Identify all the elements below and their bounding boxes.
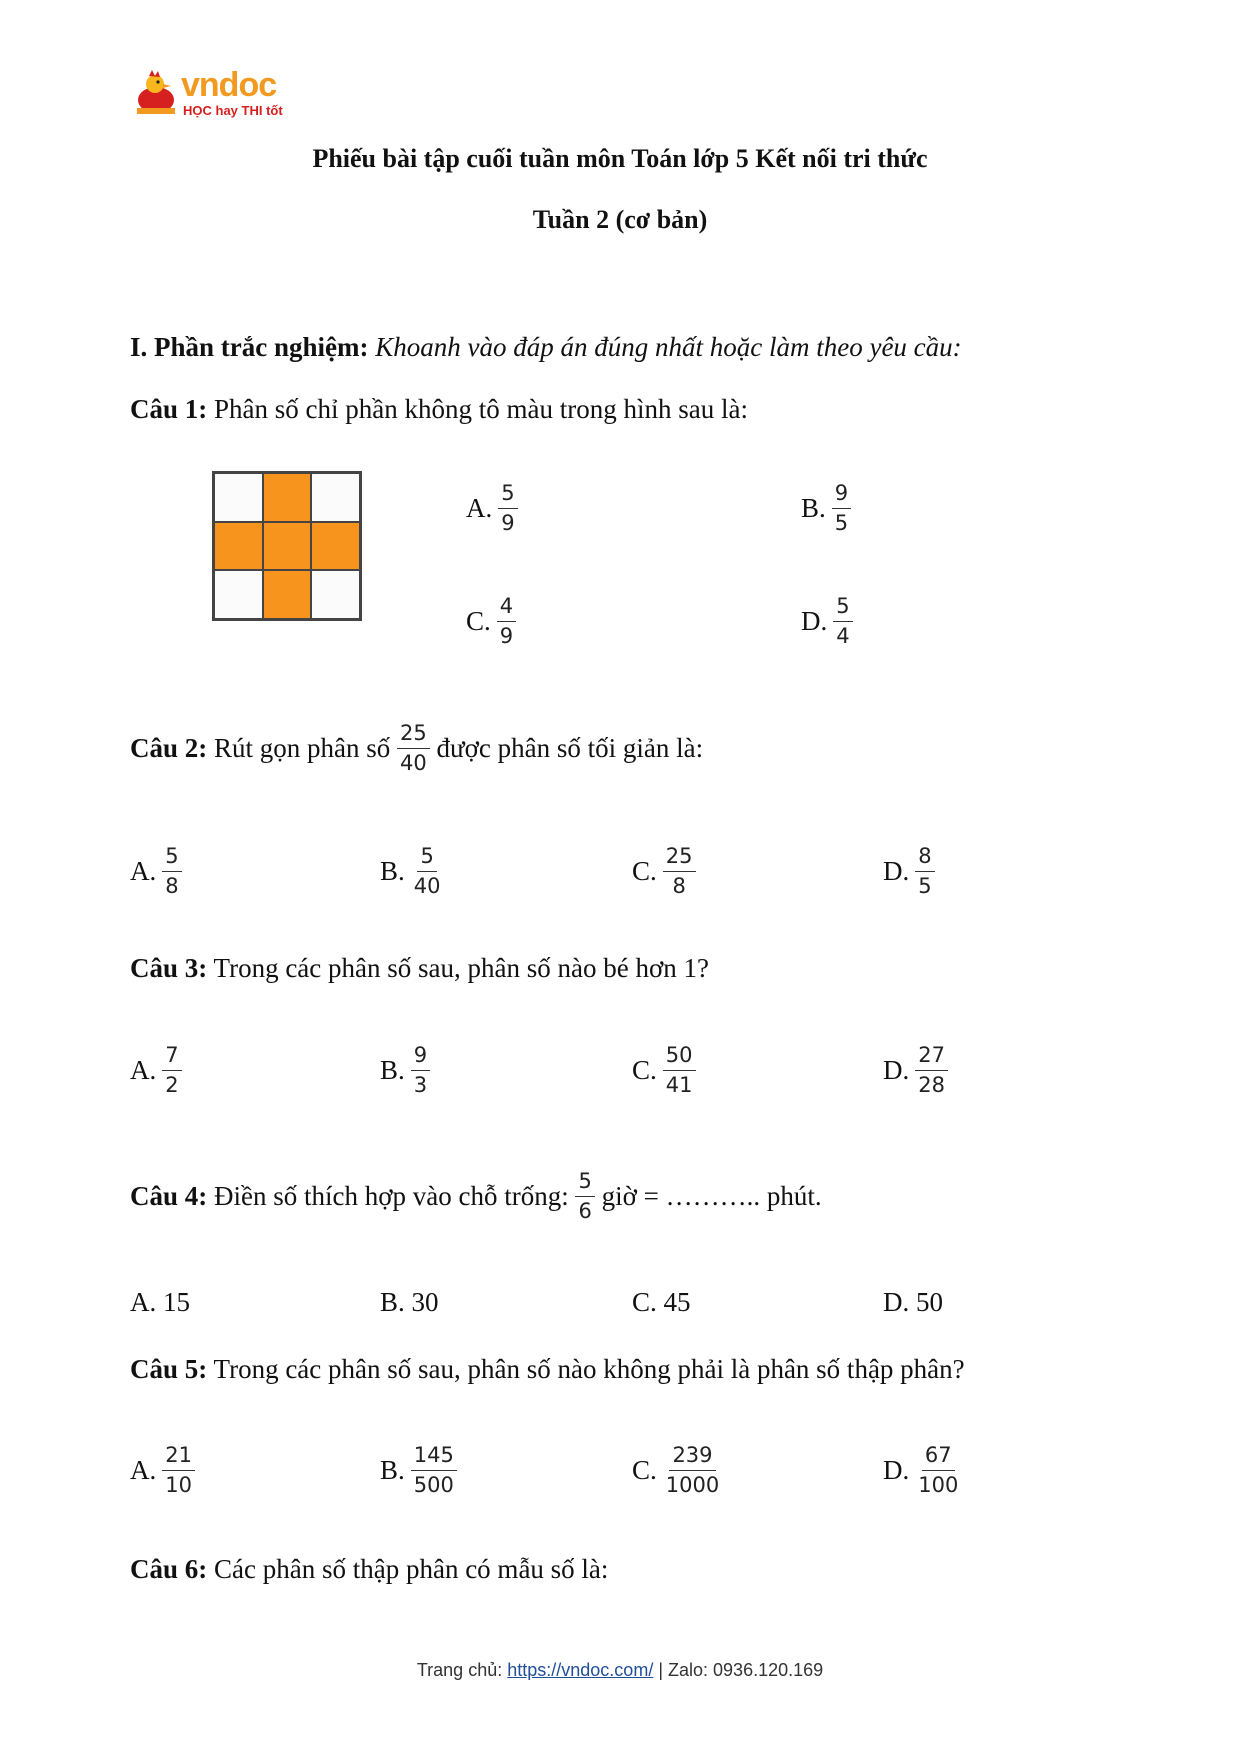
question-text-after: được phân số tối giản là: [436,733,704,763]
option-fraction: $\frac{4}{9}$ [497,596,516,647]
unshaded-cell [214,570,263,619]
shaded-cell [263,473,312,522]
option-letter: C. [632,1455,657,1485]
option-letter: D. [883,1055,910,1085]
footer-home-link[interactable]: https://vndoc.com/ [507,1660,654,1680]
unshaded-cell [311,473,360,522]
option-fraction: $\frac{27}{28}$ [915,1045,948,1096]
page-title: Phiếu bài tập cuối tuần môn Toán lớp 5 Kết nối tri thức [312,144,928,173]
q5-option-b[interactable] [380,1445,457,1496]
q5-option-a[interactable] [130,1445,195,1496]
q4-option-c[interactable]: C. 45 [632,1287,691,1317]
question-text: Các phân số thập phân có mẫu số là: [214,1554,609,1584]
option-fraction: $\frac{9}{3}$ [411,1045,430,1096]
section-label: I. Phần trắc nghiệm: [130,332,369,362]
option-fraction: $\frac{9}{5}$ [832,483,851,534]
question-label: Câu 3: [130,953,208,983]
q4-option-d[interactable]: D. 50 [883,1287,943,1317]
logo-brand: vndoc [181,66,277,104]
option-letter: B. [380,1055,405,1085]
option-letter: B. [380,856,405,886]
option-letter: D. [883,1455,910,1485]
question-label: Câu 5: [130,1354,208,1384]
option-fraction: $\frac{8}{5}$ [915,846,934,897]
question-4 [130,1171,822,1222]
shaded-cell [263,570,312,619]
unshaded-cell [311,570,360,619]
question-3 [130,953,709,984]
logo-tagline: HỌC hay THI tốt [183,103,283,118]
question-text-before: Rút gọn phân số [214,733,391,763]
question-6 [130,1554,608,1585]
section-instruction: Khoanh vào đáp án đúng nhất hoặc làm theo yêu cầu: [375,332,962,362]
question-label: Câu 6: [130,1554,208,1584]
unshaded-cell [214,473,263,522]
option-fraction: $\frac{25}{8}$ [663,846,696,897]
option-fraction: $\frac{21}{10}$ [162,1445,195,1496]
q1-figure-grid [212,471,362,621]
q1-option-b[interactable] [801,483,851,534]
option-letter: D. [883,856,910,886]
question-text-before: Điền số thích hợp vào chỗ trống: [214,1181,569,1211]
q2-option-a[interactable] [130,846,182,897]
option-letter: C. [632,856,657,886]
option-letter: A. [130,1455,157,1485]
shaded-cell [263,522,312,571]
question-2 [130,723,703,774]
q5-option-c[interactable] [632,1445,722,1496]
option-letter: A. [466,493,493,523]
section-heading [130,332,962,363]
q2-option-d[interactable] [883,846,935,897]
option-letter: A. [130,1055,157,1085]
option-letter: C. [466,606,491,636]
option-letter: A. [130,856,157,886]
question-label: Câu 1: [130,394,208,424]
footer-contact: | Zalo: 0936.120.169 [658,1660,824,1680]
option-fraction: $\frac{50}{41}$ [663,1045,696,1096]
question-text: Trong các phân số sau, phân số nào không phải là phân số thập phân? [213,1354,965,1384]
page-subtitle: Tuần 2 (cơ bản) [532,205,708,234]
question-label: Câu 4: [130,1181,208,1211]
question-fraction: $\frac{25}{40}$ [397,723,430,774]
q1-option-c[interactable] [466,596,516,647]
option-fraction: $\frac{145}{500}$ [411,1445,457,1496]
q3-option-a[interactable] [130,1045,182,1096]
q2-option-b[interactable] [380,846,444,897]
shaded-cell [311,522,360,571]
footer-prefix: Trang chủ: [416,1660,503,1680]
option-fraction: $\frac{239}{1000}$ [665,1443,720,1497]
option-fraction: $\frac{5}{8}$ [162,846,181,897]
q5-option-d[interactable] [883,1445,961,1496]
rooster-mascot-icon [131,70,181,118]
option-letter: B. [380,1455,405,1485]
question-1 [130,394,748,425]
question-label: Câu 2: [130,733,208,763]
vndoc-logo [131,66,291,126]
question-text-after: giờ = ……….. phút. [601,1181,822,1211]
option-fraction: $\frac{5}{4}$ [833,596,852,647]
option-fraction: $\frac{5}{40}$ [413,844,441,898]
q4-option-b[interactable]: B. 30 [380,1287,439,1317]
question-fraction: $\frac{5}{6}$ [575,1171,594,1222]
option-fraction: $\frac{7}{2}$ [162,1045,181,1096]
q4-option-a[interactable]: A. 15 [130,1287,190,1317]
q1-option-a[interactable] [466,483,518,534]
page-footer [0,1660,1240,1681]
question-5 [130,1354,965,1385]
q1-option-d[interactable] [801,596,853,647]
q3-option-d[interactable] [883,1045,948,1096]
shaded-cell [214,522,263,571]
option-letter: B. [801,493,826,523]
q2-option-c[interactable] [632,846,696,897]
q3-option-b[interactable] [380,1045,430,1096]
option-letter: D. [801,606,828,636]
q3-option-c[interactable] [632,1045,696,1096]
option-fraction: $\frac{5}{9}$ [498,483,517,534]
question-text: Phân số chỉ phần không tô màu trong hình sau là: [214,394,748,424]
option-fraction: $\frac{67}{100}$ [918,1443,959,1497]
option-letter: C. [632,1055,657,1085]
question-text: Trong các phân số sau, phân số nào bé hơn 1? [213,953,709,983]
